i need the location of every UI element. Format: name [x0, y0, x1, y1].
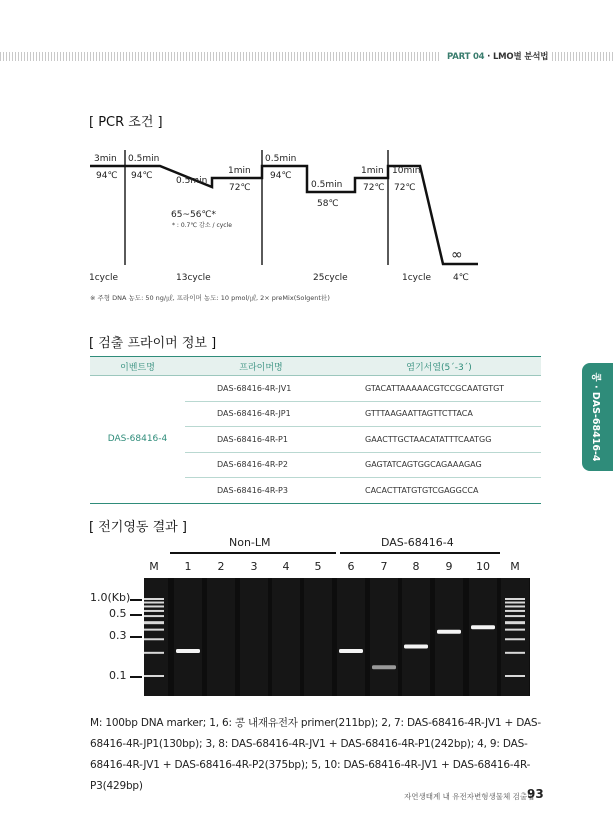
marker-band	[505, 598, 525, 600]
marker-band	[144, 652, 164, 654]
marker-band	[505, 652, 525, 654]
side-tab	[582, 363, 613, 471]
primer-seq: CACACTTATGTGTCGAGGCCA	[337, 478, 541, 504]
pcr-section-title: [ PCR 조건 ]	[89, 115, 163, 130]
size-tick	[130, 614, 142, 616]
primer-table	[90, 356, 541, 504]
pcr-step3-note: * : 0.7℃ 감소 / cycle	[172, 222, 232, 229]
marker-band	[505, 615, 525, 617]
marker-band	[505, 638, 525, 640]
pcr-step5-temp: 94℃	[270, 171, 292, 181]
pcr-step3-temp: 65~56℃*	[171, 210, 217, 220]
marker-band	[144, 602, 164, 604]
group-label-nonlm: Non-LM	[229, 536, 271, 549]
size-label-05: 0.5	[109, 607, 127, 620]
gel-lane	[337, 578, 365, 696]
group-label-event: DAS-68416-4	[381, 536, 454, 549]
page-number: 93	[527, 787, 544, 801]
primer-name: DAS-68416-4R-JP1	[185, 401, 337, 427]
gel-lane	[501, 578, 529, 696]
pcr-step2-time: 0.5min	[128, 154, 160, 164]
sample-band-lane-9	[437, 630, 461, 634]
gel-lane	[370, 578, 398, 696]
lane-label-m-right: M	[510, 560, 520, 573]
primer-name: DAS-68416-4R-JV1	[185, 376, 337, 402]
gel-lane	[240, 578, 268, 696]
primer-name: DAS-68416-4R-P3	[185, 478, 337, 504]
lane-label-m-left: M	[149, 560, 159, 573]
gel-lane	[174, 578, 202, 696]
pcr-step9-time: ∞	[451, 247, 463, 263]
sample-band-lane-8	[404, 644, 428, 648]
marker-band	[144, 615, 164, 617]
pcr-cycle-2: 13cycle	[176, 273, 211, 283]
marker-band	[144, 638, 164, 640]
header-stripe-right	[552, 52, 613, 61]
size-label-1kb: 1.0(Kb)	[90, 591, 131, 604]
size-tick	[130, 599, 142, 601]
lane-label-6: 6	[347, 560, 355, 573]
header-title	[447, 50, 548, 62]
lane-label-8: 8	[412, 560, 420, 573]
header-primer: 프라이머명	[185, 357, 337, 376]
gel-lane	[144, 578, 168, 696]
marker-band	[505, 675, 525, 677]
gel-lane	[272, 578, 300, 696]
lane-label-5: 5	[314, 560, 322, 573]
pcr-cycle-1: 1cycle	[89, 273, 118, 283]
lane-label-2: 2	[217, 560, 225, 573]
pcr-step8-time: 10min	[392, 166, 421, 176]
header-part: PART 04	[447, 52, 485, 62]
event-name: DAS-68416-4	[90, 376, 185, 504]
marker-band	[144, 605, 164, 607]
pcr-step4-temp: 72℃	[229, 183, 251, 193]
marker-band	[505, 621, 525, 624]
lane-label-1: 1	[184, 560, 192, 573]
marker-band	[505, 605, 525, 607]
gel-caption: M: 100bp DNA marker; 1, 6: 콩 내재유전자 primer(211bp); 2, 7: DAS-68416-4R-JV1 + DAS-68416-4R-JP1(130bp); 3, 8: DAS-68416-4R-JV1 + DAS-68416-4R-P1(242bp); 4, 9: DAS-68416-4R-JV1 + DAS-68416-4R-P2(375bp); 5, 10: DAS-68416-4R-JV1 + DAS-68416-4R-P3(429bp)	[90, 717, 541, 792]
primer-seq: GAACTTGCTAACATATTTCAATGG	[337, 427, 541, 453]
pcr-step6-time: 0.5min	[311, 180, 343, 190]
pcr-step8-temp: 72℃	[394, 183, 416, 193]
marker-band	[144, 610, 164, 612]
lane-label-3: 3	[250, 560, 258, 573]
pcr-cycle-3: 25cycle	[313, 273, 348, 283]
header-sequence: 염기서열(5´-3´)	[337, 357, 541, 376]
gel-section-title: [ 전기영동 결과 ]	[89, 520, 187, 535]
group-line-event	[340, 552, 500, 554]
gel-lane	[469, 578, 497, 696]
header-event: 이벤트명	[90, 357, 185, 376]
gel-lane	[435, 578, 463, 696]
gel-lane	[402, 578, 430, 696]
marker-band	[505, 610, 525, 612]
pcr-cycle-4: 1cycle	[402, 273, 431, 283]
pcr-step6-temp: 58℃	[317, 199, 339, 209]
primer-name: DAS-68416-4R-P2	[185, 452, 337, 478]
size-tick	[130, 636, 142, 638]
size-label-03: 0.3	[109, 629, 127, 642]
pcr-step7-time: 1min	[361, 166, 384, 176]
sample-band-lane-7	[372, 665, 396, 669]
gel-image	[144, 578, 530, 696]
table-row	[90, 376, 541, 402]
lane-label-9: 9	[445, 560, 453, 573]
footer-text: 자연생태계 내 유전자변형생물체 검출법	[404, 792, 535, 801]
pcr-step1-temp: 94℃	[96, 171, 118, 181]
pcr-step4-time: 1min	[228, 166, 251, 176]
marker-band	[144, 598, 164, 600]
sample-band-lane-6	[339, 649, 363, 653]
pcr-footnote: ※ 주형 DNA 농도: 50 ng/㎕, 프라이머 농도: 10 pmol/㎕, 2× preMix(Solgent社)	[90, 294, 330, 302]
gel-lane	[207, 578, 235, 696]
pcr-step3-time: 0.5min	[176, 176, 208, 186]
primer-seq: GAGTATCAGTGGCAGAAAGAG	[337, 452, 541, 478]
pcr-step9-temp: 4℃	[453, 273, 469, 283]
size-label-01: 0.1	[109, 669, 127, 682]
marker-band	[144, 621, 164, 624]
pcr-step1-time: 3min	[94, 154, 117, 164]
header-stripe-left	[0, 52, 441, 61]
primer-name: DAS-68416-4R-P1	[185, 427, 337, 453]
header-chapter: LMO별 분석법	[492, 52, 549, 62]
primer-section-title: [ 검출 프라이머 정보 ]	[89, 336, 217, 351]
primer-seq: GTACATTAAAAACGTCCGCAATGTGT	[337, 376, 541, 402]
pcr-step7-temp: 72℃	[363, 183, 385, 193]
sample-band-lane-10	[471, 625, 495, 629]
header-separator: ·	[487, 52, 491, 62]
lane-label-7: 7	[380, 560, 388, 573]
marker-band	[505, 629, 525, 631]
pcr-step5-time: 0.5min	[265, 154, 297, 164]
lane-label-4: 4	[282, 560, 290, 573]
marker-band	[144, 675, 164, 677]
group-line-nonlm	[170, 552, 336, 554]
pcr-step2-temp: 94℃	[131, 171, 153, 181]
primer-seq: GTTTAAGAATTAGTTCTTACA	[337, 401, 541, 427]
side-tab-label: 콩 · DAS-68416-4	[590, 372, 601, 462]
primer-table-header	[90, 357, 541, 376]
marker-band	[505, 602, 525, 604]
marker-band	[144, 629, 164, 631]
lane-label-10: 10	[476, 560, 490, 573]
gel-lane	[304, 578, 332, 696]
pcr-profile-diagram	[85, 145, 485, 290]
size-tick	[130, 676, 142, 678]
sample-band-lane-1	[176, 649, 200, 653]
